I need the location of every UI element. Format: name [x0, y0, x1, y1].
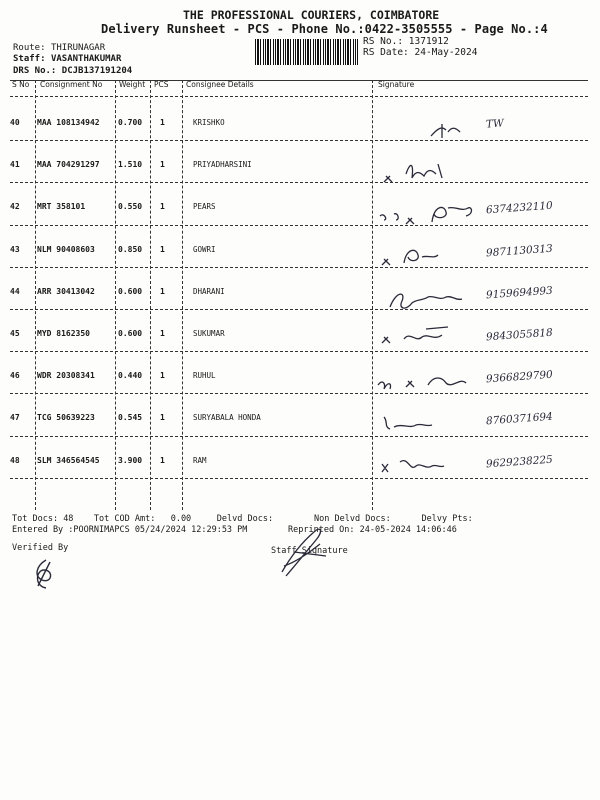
- staff-value: VASANTHAKUMAR: [50, 54, 122, 64]
- rs-no-value: 1371912: [408, 36, 449, 47]
- row-pcs: 1: [160, 329, 165, 338]
- row-pcs: 1: [160, 202, 165, 212]
- row-consignment-no: TCG 50639223: [37, 413, 95, 423]
- row-consignee: GOWRI: [193, 244, 216, 254]
- rs-no-label: RS No.:: [363, 36, 404, 47]
- row-signature-note: 9871130313: [485, 242, 554, 259]
- col-divider: [115, 80, 116, 510]
- reprinted-on: Reprinted On: 24-05-2024 14:06:46: [288, 525, 457, 535]
- row-weight: 3.900: [118, 455, 143, 465]
- row-sno: 43: [10, 244, 20, 254]
- tot-docs-value: 48: [63, 514, 74, 524]
- row-divider: [10, 436, 588, 437]
- row-sno: 45: [10, 329, 20, 338]
- row-signature-note: 9843055818: [485, 326, 554, 344]
- row-consignment-no: MAA 704291297: [37, 160, 100, 170]
- row-signature-mark: [376, 144, 486, 184]
- row-divider: [10, 267, 588, 268]
- verifier-signature: [28, 556, 68, 592]
- row-consignee: RAM: [193, 455, 207, 465]
- delvd-docs-label: Delvd Docs:: [216, 514, 274, 524]
- col-header-consignment: Consignment No: [40, 80, 103, 89]
- staff-signature-label: Staff Signature: [271, 546, 348, 556]
- row-sno: 47: [10, 413, 20, 423]
- tot-docs-label: Tot Docs:: [12, 514, 59, 524]
- row-signature-mark: [376, 313, 486, 353]
- route-value: THIRUNAGAR: [50, 43, 106, 53]
- col-divider: [35, 80, 36, 510]
- drs-row: [13, 66, 132, 76]
- row-weight: 0.440: [118, 371, 143, 381]
- staff-signature: [276, 522, 336, 580]
- row-weight: 0.600: [118, 286, 143, 296]
- row-signature-note: TW: [485, 117, 505, 131]
- drs-label: DRS No.:: [13, 66, 57, 76]
- row-consignment-no: MRT 358101: [37, 202, 86, 212]
- rs-date-value: 24-May-2024: [414, 47, 478, 58]
- verified-by-label: Verified By: [12, 543, 69, 553]
- row-signature-note: 6374232110: [485, 200, 554, 217]
- row-consignment-no: WDR 20308341: [37, 371, 95, 381]
- row-divider: [10, 182, 588, 183]
- col-divider: [182, 80, 183, 510]
- col-header-sno: S No: [12, 80, 30, 89]
- row-sno: 40: [10, 118, 20, 127]
- drs-value: DCJB137191204: [61, 66, 133, 76]
- row-sno: 42: [10, 202, 20, 212]
- row-weight: 1.510: [118, 160, 143, 170]
- delvy-pts-label: Delvy Pts:: [421, 514, 473, 524]
- row-signature-mark: [376, 397, 486, 437]
- row-sno: 41: [10, 160, 20, 170]
- totals-row: [12, 514, 473, 524]
- row-consignee: SUKUMAR: [193, 329, 225, 338]
- row-consignment-no: NLM 90408603: [37, 244, 95, 254]
- entered-by: Entered By :POORNIMAPCS 05/24/2024 12:29:53 PM: [12, 525, 248, 535]
- row-divider: [10, 351, 588, 352]
- rs-no-row: [363, 36, 449, 47]
- col-header-consignee: Consignee Details: [186, 80, 254, 89]
- row-pcs: 1: [160, 244, 165, 254]
- col-header-pcs: PCS: [154, 80, 169, 89]
- row-signature-mark: [376, 186, 486, 226]
- row-weight: 0.600: [118, 329, 143, 338]
- staff-label: Staff:: [13, 54, 46, 64]
- row-consignee: PEARS: [193, 202, 216, 212]
- tot-cod-value: 0.00: [170, 514, 192, 524]
- row-pcs: 1: [160, 118, 165, 127]
- row-signature-mark: [376, 102, 486, 142]
- row-divider: [10, 225, 588, 226]
- row-divider: [10, 140, 588, 141]
- non-delvd-label: Non Delvd Docs:: [314, 514, 391, 524]
- row-pcs: 1: [160, 413, 165, 423]
- row-consignee: DHARANI: [193, 286, 225, 296]
- row-signature-note: 8760371694: [485, 411, 554, 428]
- row-consignment-no: MAA 108134942: [37, 118, 100, 127]
- row-consignee: PRIYADHARSINI: [193, 160, 252, 170]
- row-signature-mark: [376, 355, 486, 395]
- row-signature-mark: [376, 271, 486, 311]
- tot-cod-label: Tot COD Amt:: [93, 514, 156, 524]
- rs-date-row: [363, 47, 477, 58]
- row-weight: 0.550: [118, 202, 143, 212]
- row-sno: 44: [10, 286, 20, 296]
- row-sno: 46: [10, 371, 20, 381]
- row-weight: 0.850: [118, 244, 143, 254]
- route-row: [13, 43, 105, 53]
- rs-date-label: RS Date:: [363, 47, 409, 58]
- row-consignee: SURYABALA HONDA: [193, 413, 261, 423]
- row-signature-mark: [376, 440, 486, 480]
- col-divider: [150, 80, 151, 510]
- row-consignment-no: SLM 346564545: [37, 455, 100, 465]
- col-header-signature: Signature: [378, 80, 415, 89]
- col-divider: [372, 80, 373, 510]
- row-weight: 0.545: [118, 413, 143, 423]
- row-consignment-no: MYD 8162350: [37, 329, 90, 338]
- row-weight: 0.700: [118, 118, 143, 127]
- header-divider: [10, 96, 588, 97]
- barcode: [255, 39, 358, 65]
- row-pcs: 1: [160, 455, 165, 465]
- row-divider: [10, 393, 588, 394]
- row-consignee: RUHUL: [193, 371, 216, 381]
- row-pcs: 1: [160, 371, 165, 381]
- row-consignment-no: ARR 30413042: [37, 286, 95, 296]
- row-divider: [10, 309, 588, 310]
- col-header-weight: Weight: [119, 80, 146, 89]
- row-pcs: 1: [160, 160, 165, 170]
- row-signature-note: 9629238225: [485, 453, 554, 470]
- row-signature-mark: [376, 229, 486, 269]
- row-divider: [10, 478, 588, 479]
- row-consignee: KRISHKO: [193, 118, 225, 127]
- row-sno: 48: [10, 455, 20, 465]
- route-label: Route:: [13, 43, 46, 53]
- row-pcs: 1: [160, 286, 165, 296]
- staff-row: [13, 54, 121, 64]
- runsheet-subtitle: Delivery Runsheet - PCS - Phone No.:0422-3505555 - Page No.:4: [101, 22, 548, 36]
- company-title: THE PROFESSIONAL COURIERS, COIMBATORE: [183, 8, 440, 22]
- row-signature-note: 9366829790: [485, 368, 554, 386]
- row-signature-note: 9159694993: [485, 284, 554, 302]
